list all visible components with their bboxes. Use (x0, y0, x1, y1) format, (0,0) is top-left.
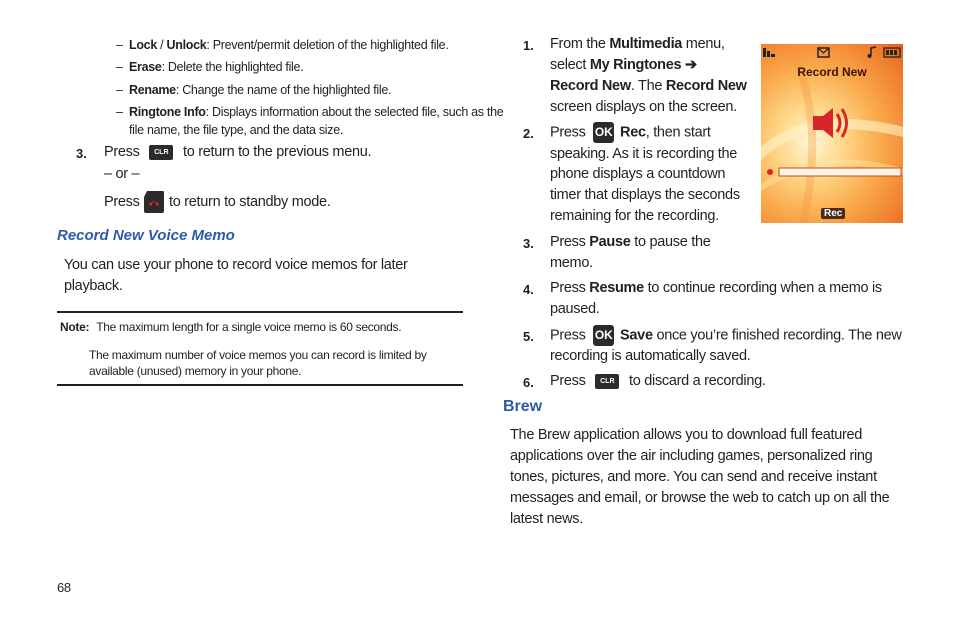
phone-softkey-rec: Rec (821, 208, 845, 219)
brew-line-2: applications over the air including games, personalized ring (510, 448, 873, 464)
message-icon (818, 48, 829, 57)
bullet-erase: – Erase: Delete the highlighted file. (116, 60, 304, 74)
brew-title: Brew (503, 398, 543, 415)
step-2-line4: timer that displays the seconds (550, 187, 740, 203)
step-2-line3: phone displays a countdown (550, 166, 726, 182)
step-3-number: 3. (76, 146, 87, 161)
phone-screen-title: Record New (797, 65, 867, 79)
step-6-number: 6. (523, 375, 534, 390)
brew-line-1: The Brew application allows you to download full featured (510, 427, 863, 443)
battery-icon (884, 48, 900, 57)
step-2-line2: speaking. As it is recording the (550, 146, 738, 162)
step-2-line1: Press OK Rec, then start (550, 122, 711, 143)
end-key-icon (143, 189, 165, 215)
brew-line-5: latest news. (510, 511, 583, 527)
note-top-rule (57, 311, 463, 313)
step-3r-line2: memo. (550, 255, 593, 271)
section-title: Record New Voice Memo (57, 227, 235, 244)
speaker-icon (813, 108, 847, 138)
step-6-line1: Press CLR to discard a recording. (550, 373, 766, 389)
step-2-number: 2. (523, 126, 534, 141)
step-5-line1: Press OK Save once you’re finished recording. The new (550, 325, 902, 346)
step-4-number: 4. (523, 282, 534, 297)
step-4-line1: Press Resume to continue recording when a memo is (550, 280, 882, 296)
brew-line-3: tones, pictures, and more. You can send and receive instant (510, 469, 877, 485)
clr-key-icon: CLR (149, 145, 173, 160)
step-1-number: 1. (523, 38, 534, 53)
intro-line-2: playback. (64, 278, 123, 294)
record-dot-icon (767, 169, 773, 175)
step-3-line1: Press CLR to return to the previous menu. (104, 144, 372, 160)
note-line-2b: available (unused) memory in your phone. (89, 364, 302, 378)
intro-line-1: You can use your phone to record voice memos for later (64, 257, 408, 273)
step-3r-number: 3. (523, 236, 534, 251)
note-line-1: Note: The maximum length for a single voice memo is 60 seconds. (60, 320, 402, 334)
step-1-line3: Record New. The Record New (550, 78, 747, 94)
step-5-line2: recording is automatically saved. (550, 348, 751, 364)
brew-line-4: messages and email, or browse the web to catch up on all the (510, 490, 890, 506)
step-4-line2: paused. (550, 301, 600, 317)
music-note-icon (868, 47, 877, 58)
step-5-number: 5. (523, 329, 534, 344)
phone-screen-image (761, 44, 903, 223)
page-number: 68 (57, 580, 71, 595)
step-2-line5: remaining for the recording. (550, 208, 719, 224)
ok-key-icon: OK (593, 122, 614, 143)
note-bottom-rule (57, 384, 463, 386)
signal-icon (763, 48, 775, 57)
clr-key-icon: CLR (595, 374, 619, 389)
bullet-lock: – Lock / Unlock: Prevent/permit deletion of the highlighted file. (116, 38, 449, 52)
bullet-ringtone-info-cont: file name, the file type, and the data size. (129, 123, 344, 137)
step-3r-line1: Press Pause to pause the (550, 234, 711, 250)
step-3-line2: Press to return to standby mode. (104, 189, 331, 215)
record-progress-bar (779, 168, 901, 176)
bullet-rename: – Rename: Change the name of the highlighted file. (116, 83, 392, 97)
step-1-line2: select My Ringtones ➔ (550, 57, 697, 73)
ok-key-icon: OK (593, 325, 614, 346)
bullet-ringtone-info: – Ringtone Info: Displays information about the selected file, such as the (116, 105, 504, 119)
step-1-line1: From the Multimedia menu, (550, 36, 725, 52)
step-3-or: – or – (104, 166, 140, 182)
step-1-line4: screen displays on the screen. (550, 99, 737, 115)
note-line-2a: The maximum number of voice memos you can record is limited by (89, 348, 427, 362)
